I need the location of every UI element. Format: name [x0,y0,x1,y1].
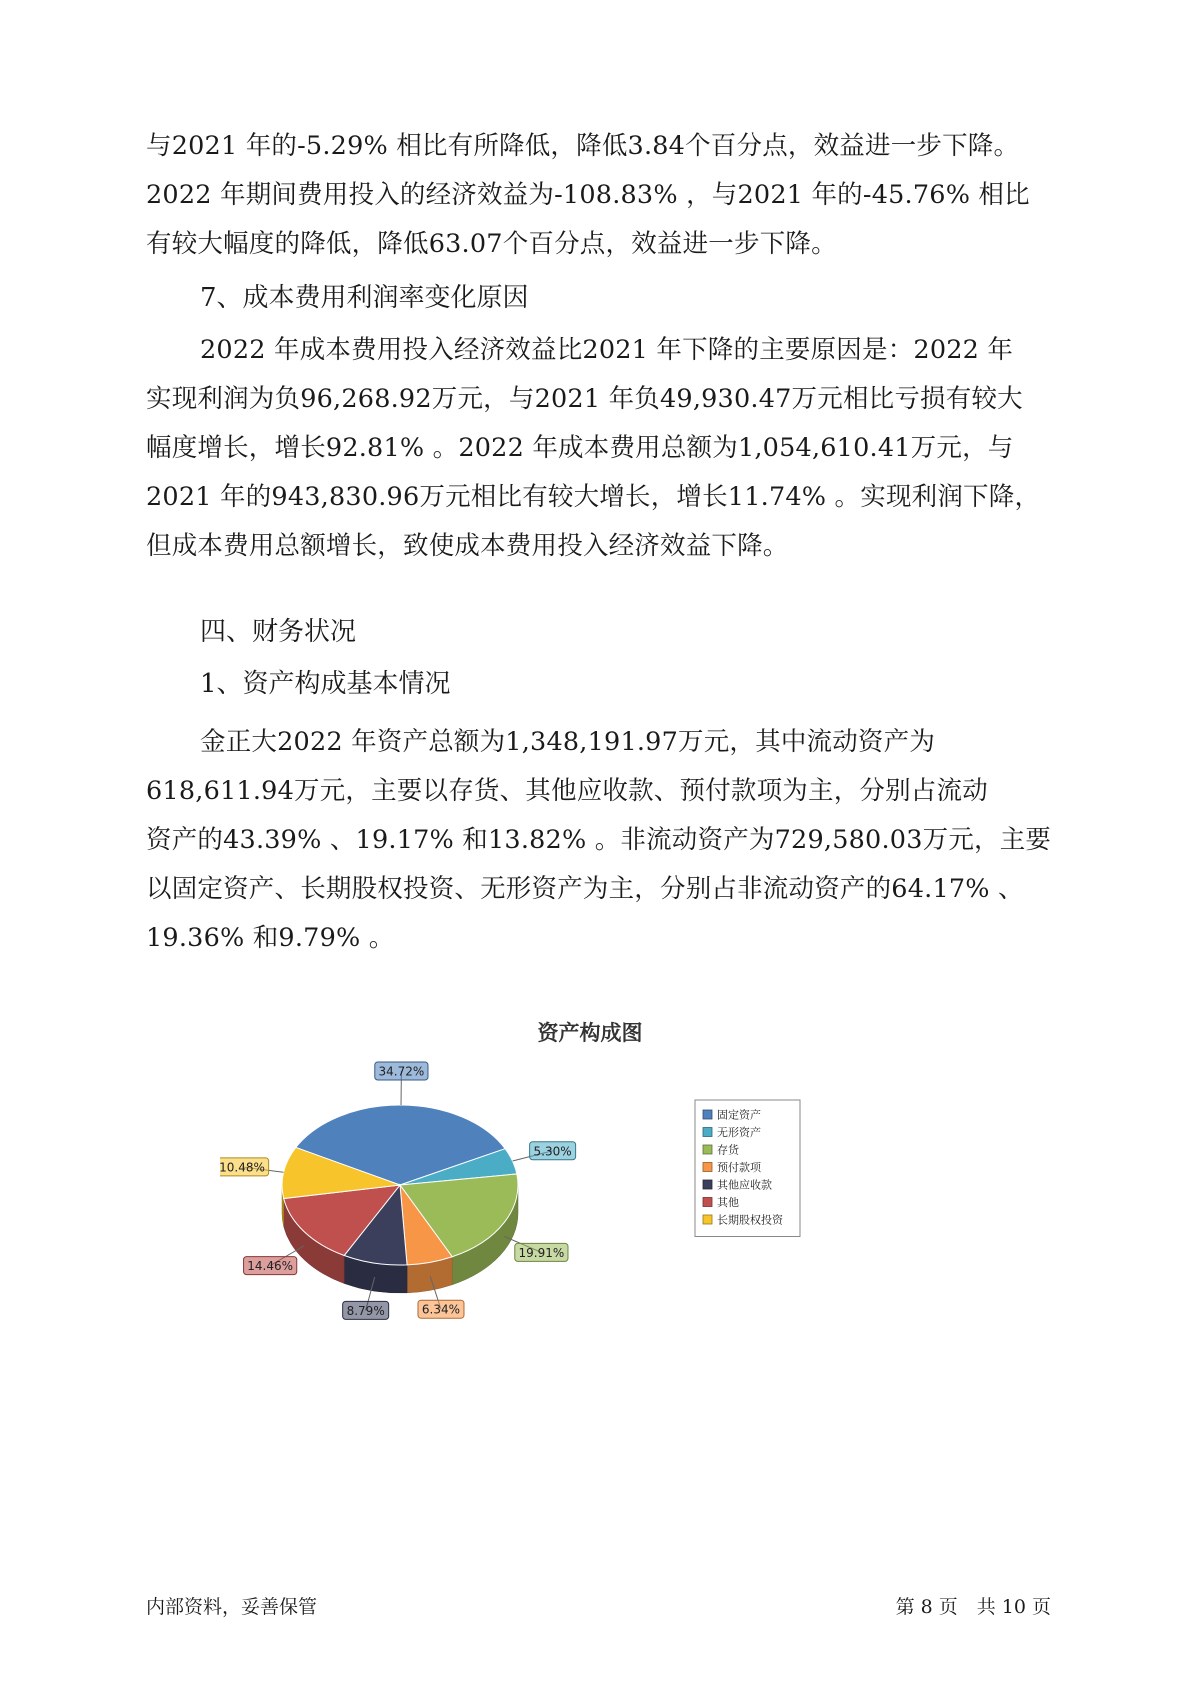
text-line: 但成本费用总额增长，致使成本费用投入经济效益下降。 [146,531,789,561]
text-line: 2021 年的943,830.96万元相比有较大增长，增长11.74% 。实现利润下降， [146,482,1041,512]
legend-swatch [703,1163,712,1172]
legend-swatch [703,1215,712,1224]
legend-swatch [703,1145,712,1154]
data-label: 10.48% [220,1160,265,1175]
legend-label: 预付款项 [717,1161,761,1174]
text-line: 实现利润为负96,268.92万元，与2021 年负49,930.47万元相比亏损有较大 [146,384,1023,414]
text-line: 2022 年期间费用投入的经济效益为-108.83% ，与2021 年的-45.76% 相比 [146,180,1030,210]
legend-swatch [703,1128,712,1137]
data-label: 14.46% [247,1259,294,1274]
text-line: 19.36% 和9.79% 。 [146,923,395,953]
section-4-heading: 四、财务状况 [200,617,357,647]
section-7-paragraph [146,326,1051,571]
pie-chart-svg [220,1005,920,1365]
text-line: 资产的43.39% 、19.17% 和13.82% 。非流动资产为729,580.03万元，主要 [146,825,1052,855]
data-label: 6.34% [421,1302,461,1317]
legend-swatch [703,1110,712,1119]
data-label: 5.30% [533,1144,572,1159]
legend-label: 无形资产 [717,1126,761,1139]
text-line: 2022 年成本费用投入经济效益比2021 年下降的主要原因是：2022 年 [200,335,1014,365]
text-line: 以固定资产、长期股权投资、无形资产为主，分别占非流动资产的64.17% 、 [146,874,1024,904]
legend-label: 固定资产 [717,1108,761,1122]
data-label: 8.79% [346,1303,385,1318]
section-4-subheading: 1、资产构成基本情况 [200,669,451,699]
text-line: 618,611.94万元，主要以存货、其他应收款、预付款项为主，分别占流动 [146,776,988,806]
data-label: 34.72% [378,1064,425,1079]
text-line: 有较大幅度的降低，降低63.07个百分点，效益进一步下降。 [146,229,837,259]
chart-legend [695,1100,800,1237]
legend-swatch [703,1180,712,1189]
legend-label: 其他应收款 [717,1178,772,1192]
legend-label: 其他 [717,1196,739,1209]
footer-page-number: 第 8 页 共 10 页 [895,1596,1051,1618]
legend-label: 存货 [717,1143,739,1157]
text-line: 幅度增长，增长92.81% 。2022 年成本费用总额为1,054,610.41万元，与 [146,433,1014,463]
legend-swatch [703,1198,712,1207]
text-line: 金正大2022 年资产总额为1,348,191.97万元，其中流动资产为 [200,727,936,757]
section-7-heading: 7、成本费用利润率变化原因 [200,283,529,313]
footer-confidential-note: 内部资料，妥善保管 [146,1596,318,1618]
data-label: 19.91% [518,1245,565,1260]
section-4-paragraph [146,718,1051,963]
chart-title: 资产构成图 [537,1021,643,1045]
text-line: 与2021 年的-5.29% 相比有所降低，降低3.84个百分点，效益进一步下降。 [146,131,1020,161]
legend-label: 长期股权投资 [717,1213,783,1227]
asset-composition-chart [220,1005,920,1365]
paragraph-continuation [146,122,1051,269]
